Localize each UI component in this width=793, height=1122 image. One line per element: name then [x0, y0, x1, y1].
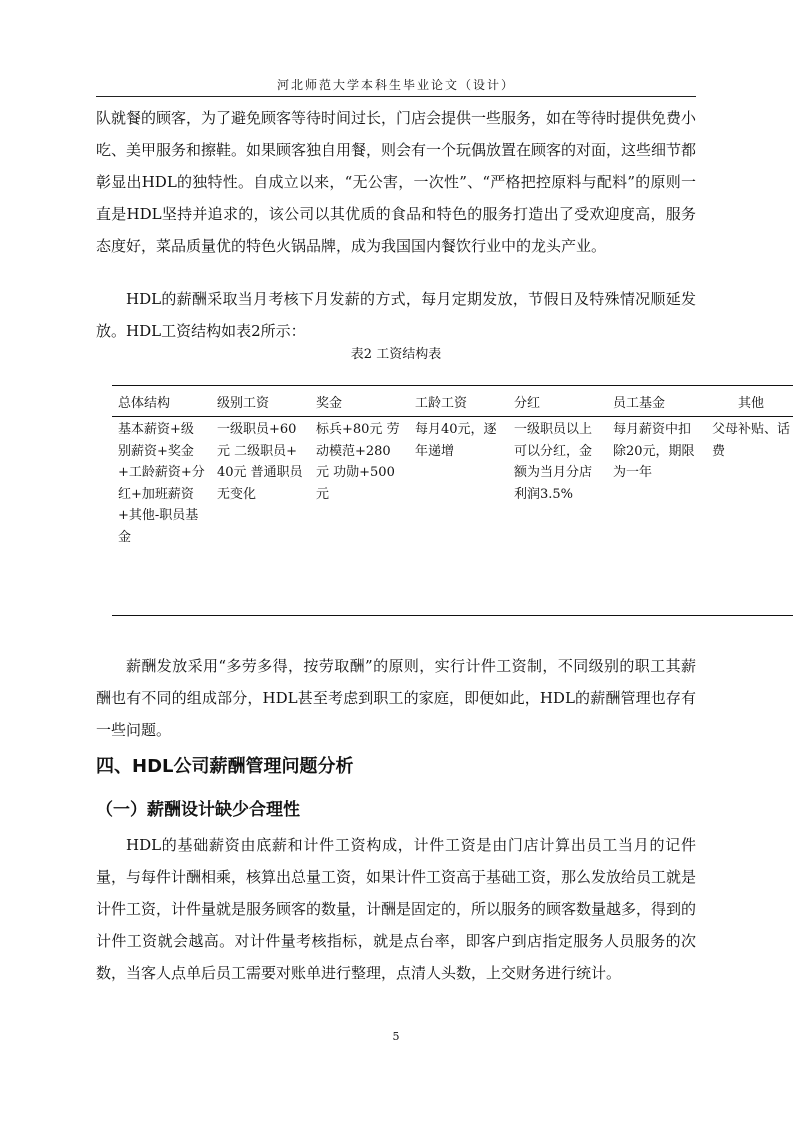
page-number: 5	[392, 1030, 400, 1043]
page-header: 河北师范大学本科生毕业论文（设计）	[276, 78, 515, 92]
table-header-cell: 分红	[508, 386, 607, 417]
table-header-cell: 工龄工资	[409, 386, 508, 417]
table-header-cell: 总体结构	[112, 386, 211, 417]
subsection-heading: （一）薪酬设计缺少合理性	[96, 800, 300, 820]
table-cell: 基本薪资+级别薪资+奖金+工龄薪资+分红+加班薪资+其他-职员基金	[112, 417, 211, 616]
paragraph-piecework: HDL的基础薪资由底薪和计件工资构成，计件工资是由门店计算出员工当月的记件量，与每件计酬相乘，核算出总量工资，如果计件工资高于基础工资，那么发放给员工就是计件工资，计件量就是服务顾客的数量，计酬是固定的，所以服务的顾客数量越多，得到的计件工资就会越高。对计件量考核指标，就是点台率，即客户到店指定服务人员服务的次数，当客人点单后员工需要对账单进行整理，点清人头数，上交财务进行统计。	[96, 836, 697, 982]
table-header-cell: 其他	[706, 386, 793, 417]
table-header-cell: 级别工资	[211, 386, 310, 417]
table-row	[112, 417, 793, 616]
paragraph-salary-method: HDL的薪酬采取当月考核下月发薪的方式，每月定期发放，节假日及特殊情况顺延发放。HDL工资结构如表2所示：	[96, 290, 696, 340]
paragraph-salary-principle: 薪酬发放采用“多劳多得，按劳取酬”的原则，实行计件工资制，不同级别的职工其薪酬也有不同的组成部分，HDL甚至考虑到职工的家庭，即便如此，HDL的薪酬管理也存有一些问题。	[96, 657, 696, 739]
header-divider	[96, 96, 696, 97]
salary-structure-table	[112, 385, 791, 616]
table-cell: 标兵+80元 劳动模范+280元 功勋+500元	[310, 417, 409, 616]
table-cell: 每月40元，逐年递增	[409, 417, 508, 616]
table-cell: 父母补贴、话费	[706, 417, 793, 616]
table-cell: 每月薪资中扣除20元，期限为一年	[607, 417, 706, 616]
table-header-cell: 员工基金	[607, 386, 706, 417]
paragraph-company-intro: 队就餐的顾客，为了避免顾客等待时间过长，门店会提供一些服务，如在等待时提供免费小吃、美甲服务和擦鞋。如果顾客独自用餐，则会有一个玩偶放置在顾客的对面，这些细节都彰显出HDL的独特性。自成立以来，“无公害，一次性”、“严格把控原料与配料”的原则一直是HDL坚持并追求的，该公司以其优质的食品和特色的服务打造出了受欢迎度高，服务态度好，菜品质量优的特色火锅品牌，成为我国国内餐饮行业中的龙头产业。	[96, 109, 697, 255]
table-cell: 一级职员+60元 二级职员+40元 普通职员无变化	[211, 417, 310, 616]
table-header-cell: 奖金	[310, 386, 409, 417]
table-cell: 一级职员以上可以分红，金额为当月分店利润3.5%	[508, 417, 607, 616]
section-heading: 四、HDL公司薪酬管理问题分析	[96, 756, 354, 777]
table-caption: 表2 工资结构表	[350, 347, 442, 362]
table-header-row	[112, 386, 793, 417]
